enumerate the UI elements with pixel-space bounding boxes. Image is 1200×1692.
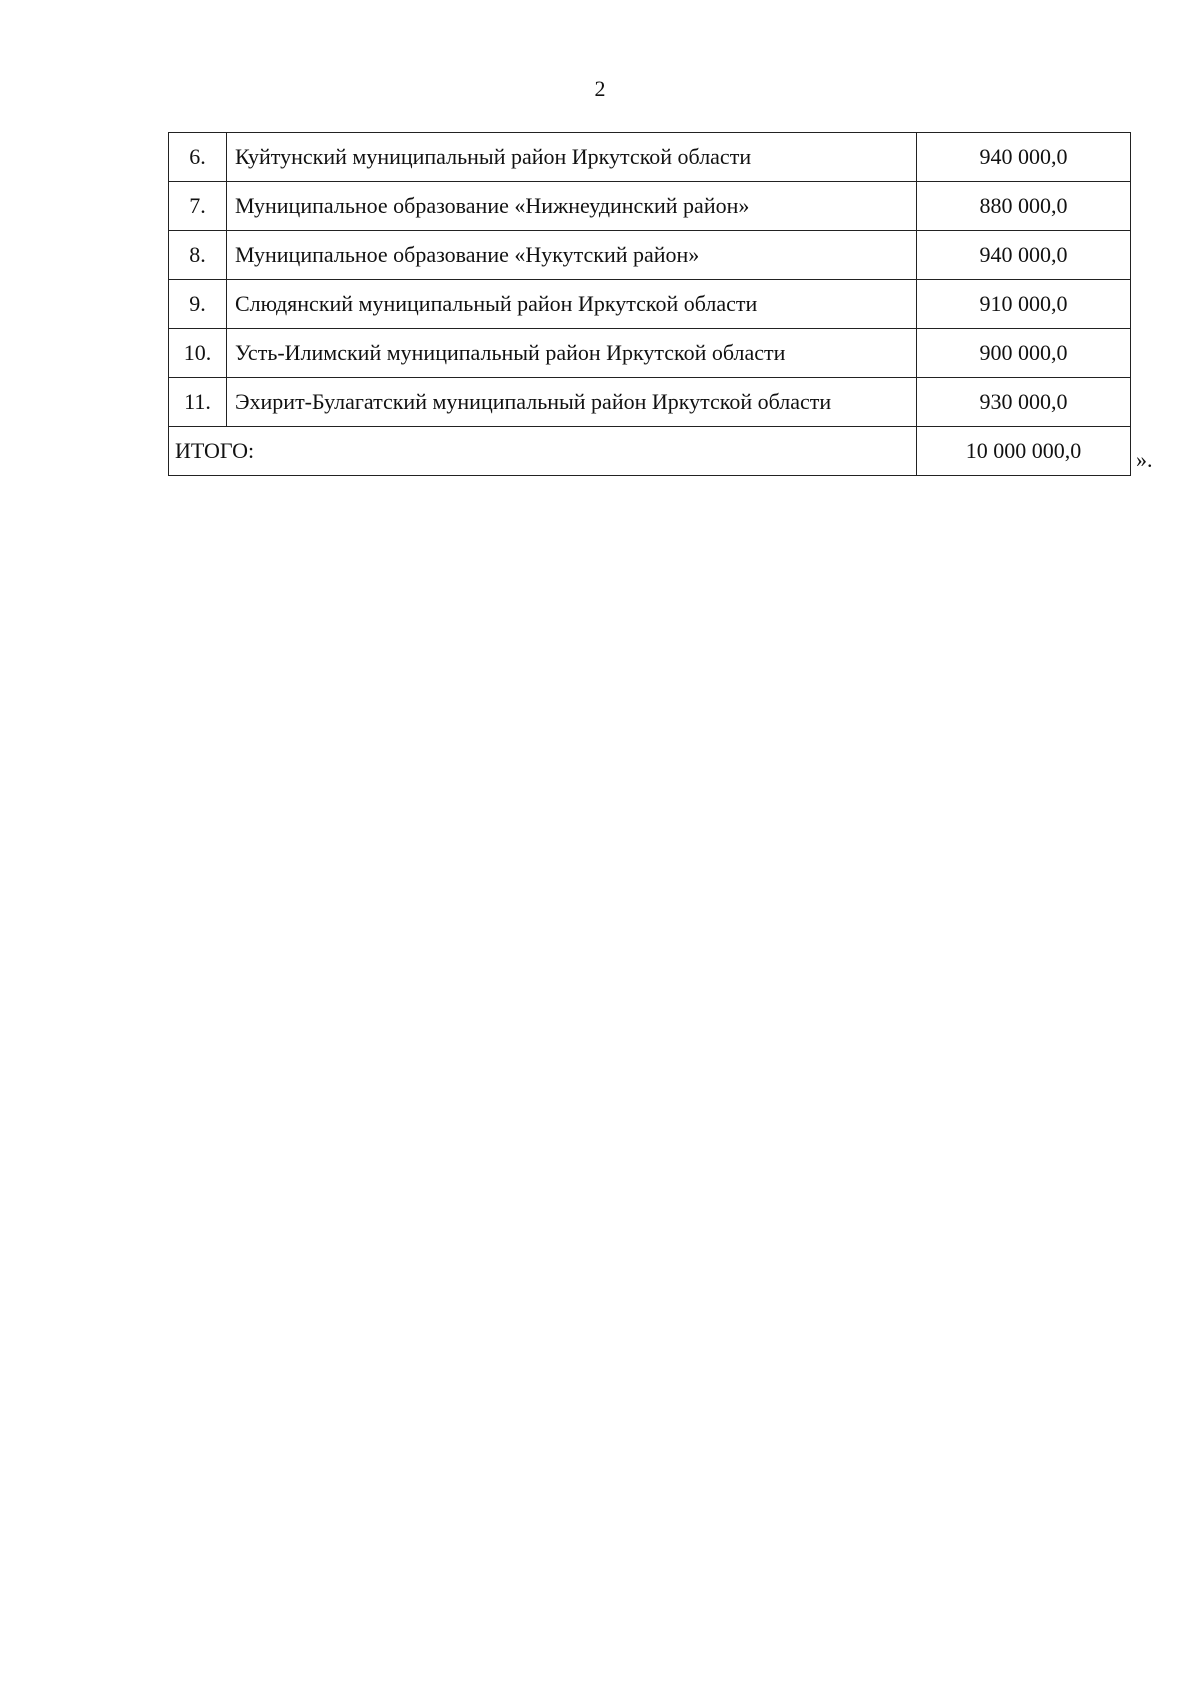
- amount-value: 900 000,0: [917, 329, 1131, 378]
- total-amount: 10 000 000,0: [917, 427, 1131, 476]
- total-label: ИТОГО:: [169, 427, 917, 476]
- municipality-name: Эхирит-Булагатский муниципальный район Иркутской области: [227, 378, 917, 427]
- municipality-name: Муниципальное образование «Нижнеудинский район»: [227, 182, 917, 231]
- allocation-table: [168, 132, 1131, 476]
- table-row: [169, 182, 1131, 231]
- page-number: 2: [594, 76, 606, 101]
- row-number: 9.: [169, 280, 227, 329]
- table-row: [169, 133, 1131, 182]
- amount-value: 940 000,0: [917, 133, 1131, 182]
- total-row: [169, 427, 1131, 476]
- table-row: [169, 280, 1131, 329]
- municipality-name: Куйтунский муниципальный район Иркутской области: [227, 133, 917, 182]
- amount-value: 880 000,0: [917, 182, 1131, 231]
- amount-value: 930 000,0: [917, 378, 1131, 427]
- row-number: 8.: [169, 231, 227, 280]
- closing-quote-mark: ».: [1136, 447, 1153, 472]
- table-row: [169, 231, 1131, 280]
- amount-value: 910 000,0: [917, 280, 1131, 329]
- amount-value: 940 000,0: [917, 231, 1131, 280]
- municipality-name: Муниципальное образование «Нукутский район»: [227, 231, 917, 280]
- row-number: 10.: [169, 329, 227, 378]
- row-number: 11.: [169, 378, 227, 427]
- table-row: [169, 378, 1131, 427]
- municipality-name: Усть-Илимский муниципальный район Иркутской области: [227, 329, 917, 378]
- row-number: 6.: [169, 133, 227, 182]
- municipality-name: Слюдянский муниципальный район Иркутской области: [227, 280, 917, 329]
- table-row: [169, 329, 1131, 378]
- row-number: 7.: [169, 182, 227, 231]
